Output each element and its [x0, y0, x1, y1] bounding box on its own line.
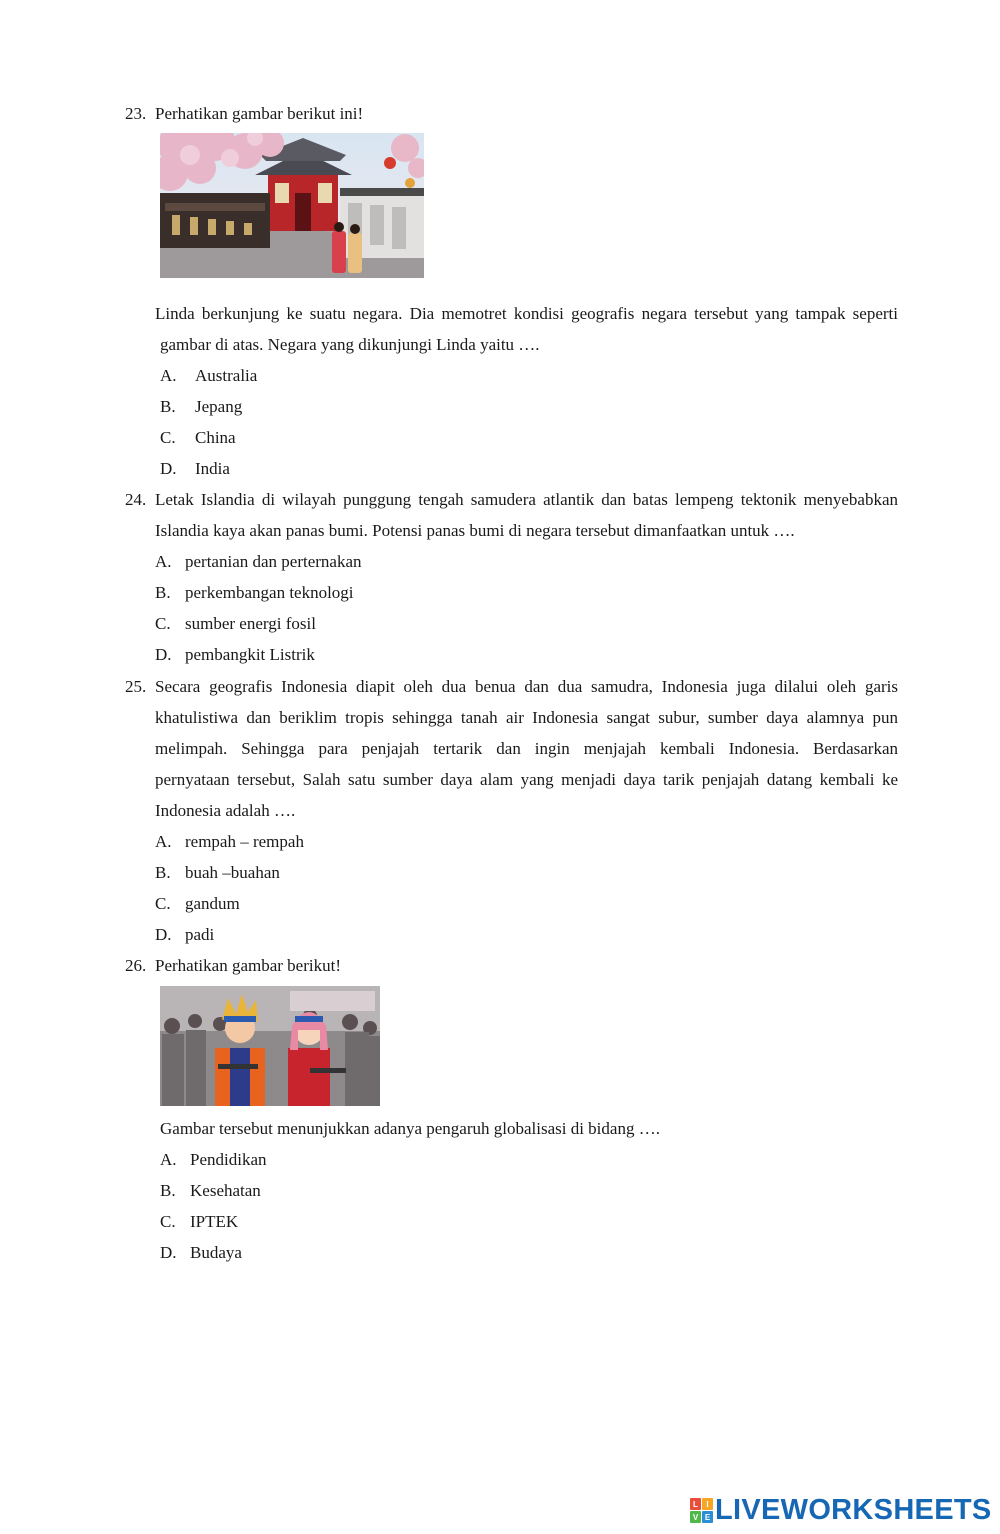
- option-d[interactable]: India: [195, 459, 230, 478]
- option-a[interactable]: rempah – rempah: [185, 832, 304, 851]
- question-number: 24.: [125, 490, 147, 509]
- option-a[interactable]: pertanian dan perternakan: [185, 552, 362, 571]
- logo-text: LIVEWORKSHEETS: [715, 1494, 992, 1526]
- option-d[interactable]: padi: [185, 925, 215, 944]
- option-letter: D.: [155, 925, 172, 944]
- option-letter: C.: [160, 428, 176, 447]
- option-c[interactable]: gandum: [185, 894, 240, 913]
- question-body: melimpah. Sehingga para penjajah tertarik dan ingin menjajah kembali Indonesia. Berdasarkan: [155, 739, 898, 758]
- logo-icon: [690, 1498, 713, 1523]
- option-letter: B.: [160, 397, 176, 416]
- option-letter: A.: [155, 832, 172, 851]
- option-letter: C.: [160, 1212, 176, 1231]
- option-letter: A.: [155, 552, 172, 571]
- question-body: khatulistiwa dan beriklim tropis sehingga tanah air Indonesia sangat subur, sumber daya alamnya pun: [155, 708, 898, 727]
- logo-block: I: [702, 1498, 713, 1510]
- question-number: 23.: [125, 104, 147, 123]
- option-b[interactable]: perkembangan teknologi: [185, 583, 354, 602]
- option-letter: D.: [160, 459, 177, 478]
- option-letter: D.: [160, 1243, 177, 1262]
- question-body: gambar di atas. Negara yang dikunjungi Linda yaitu ….: [160, 335, 540, 354]
- option-d[interactable]: pembangkit Listrik: [185, 645, 315, 664]
- option-b[interactable]: Jepang: [195, 397, 243, 416]
- liveworksheets-logo: [690, 1494, 992, 1527]
- question-body: Secara geografis Indonesia diapit oleh dua benua dan dua samudra, Indonesia juga dilalui oleh garis: [155, 677, 898, 696]
- option-c[interactable]: sumber energi fosil: [185, 614, 316, 633]
- option-letter: D.: [155, 645, 172, 664]
- option-d[interactable]: Budaya: [190, 1243, 242, 1262]
- question-number: 26.: [125, 956, 147, 975]
- logo-block: L: [690, 1498, 701, 1510]
- question-body: Letak Islandia di wilayah punggung tengah samudera atlantik dan batas lempeng tektonik menyebabkan: [155, 490, 898, 509]
- option-c[interactable]: IPTEK: [190, 1212, 239, 1231]
- option-b[interactable]: buah –buahan: [185, 863, 280, 882]
- question-body: Islandia kaya akan panas bumi. Potensi panas bumi di negara tersebut dimanfaatkan untuk ….: [155, 521, 795, 540]
- option-a[interactable]: Pendidikan: [190, 1150, 267, 1169]
- question-body: Linda berkunjung ke suatu negara. Dia memotret kondisi geografis negara tersebut yang tampak seperti: [155, 304, 898, 323]
- option-c[interactable]: China: [195, 428, 236, 447]
- question-prompt: Perhatikan gambar berikut ini!: [155, 104, 364, 123]
- option-b[interactable]: Kesehatan: [190, 1181, 261, 1200]
- option-letter: C.: [155, 614, 171, 633]
- option-letter: C.: [155, 894, 171, 913]
- option-a[interactable]: Australia: [195, 366, 258, 385]
- option-letter: B.: [155, 863, 171, 882]
- question-body: pernyataan tersebut, Salah satu sumber daya alam yang menjadi daya tarik penjajah datang kembali ke: [155, 770, 898, 789]
- option-letter: A.: [160, 366, 177, 385]
- temple-photo: [160, 133, 424, 278]
- cosplay-photo: [160, 986, 380, 1106]
- question-prompt: Perhatikan gambar berikut!: [155, 956, 341, 975]
- logo-block: E: [702, 1511, 713, 1523]
- question-number: 25.: [125, 677, 147, 696]
- option-letter: B.: [155, 583, 171, 602]
- question-body: Indonesia adalah ….: [155, 801, 296, 820]
- question-body: Gambar tersebut menunjukkan adanya pengaruh globalisasi di bidang ….: [160, 1119, 660, 1138]
- option-letter: A.: [160, 1150, 177, 1169]
- option-letter: B.: [160, 1181, 176, 1200]
- logo-block: V: [690, 1511, 701, 1523]
